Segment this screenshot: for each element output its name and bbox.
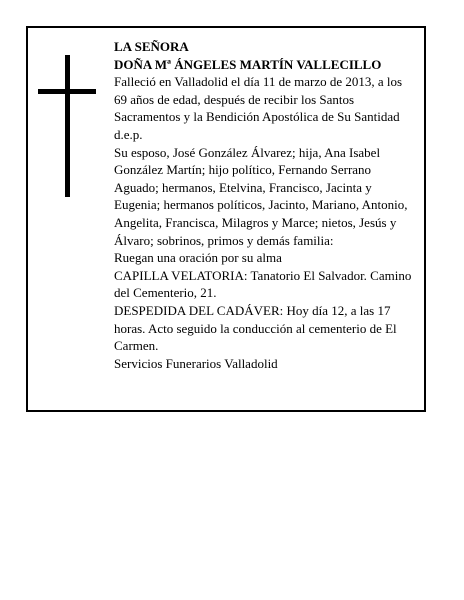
prayer-request: Ruegan una oración por su alma — [114, 250, 282, 266]
farewell-info: DESPEDIDA DEL CADÁVER: Hoy día 12, a las 17 horas. Acto seguido la conducción al cementerio de El Carmen. — [114, 302, 397, 354]
chapel-info: CAPILLA VELATORIA: Tanatorio El Salvador. Camino del Cementerio, 21. — [114, 267, 412, 301]
funeral-services: Servicios Funerarios Valladolid — [114, 355, 278, 371]
cross-vertical-bar — [65, 55, 70, 197]
cross-icon — [38, 55, 96, 197]
obituary-text-block — [114, 38, 414, 372]
title-line: LA SEÑORA — [114, 39, 189, 54]
deceased-name: DOÑA Mª ÁNGELES MARTÍN VALLECILLO — [114, 56, 382, 72]
family-list: Su esposo, José González Álvarez; hija, Ana Isabel González Martín; hijo político, Fernando Serrano Aguado; hermanos, Etelvina, Francisco, Jacinta y Eugenia; hermanos políticos, Jacinto, Mariano, Antonio, Angelita, Francisca, Milagros y Marce; nietos, Jesús y Álvaro; sobrinos, primos y demás familia: — [114, 144, 408, 248]
death-announcement: Falleció en Valladolid el día 11 de marzo de 2013, a los 69 años de edad, después de recibir los Santos Sacramentos y la Bendición Apostólica de Su Santidad d.e.p. — [114, 74, 403, 142]
cross-horizontal-bar — [38, 89, 96, 94]
